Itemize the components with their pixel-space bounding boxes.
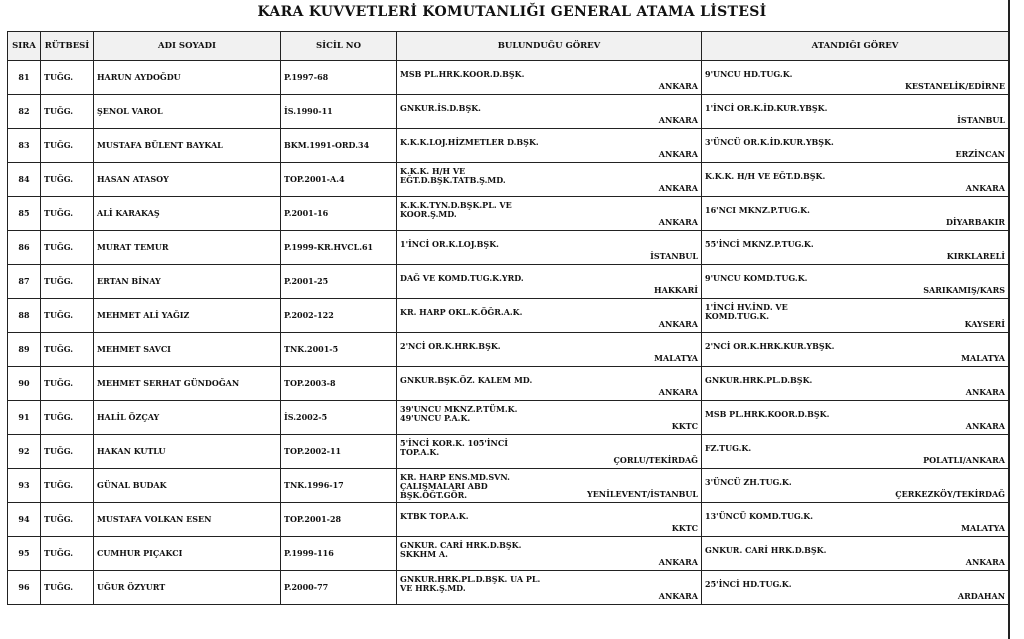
gorev-unit-line: GNKUR.İS.D.BŞK. bbox=[400, 103, 481, 113]
gorev-unit-line: 9'UNCU KOMD.TUG.K. bbox=[705, 273, 808, 283]
atandigi-gorev-cell bbox=[702, 129, 1009, 163]
sicil-no-cell: TNK.2001-5 bbox=[281, 333, 397, 367]
atandigi-gorev-cell bbox=[702, 469, 1009, 503]
atandigi-gorev-cell bbox=[702, 571, 1009, 605]
gorev-unit-line: KR. HARP OKL.K.ÖĞR.A.K. bbox=[400, 307, 523, 317]
ad-soyad-cell: GÜNAL BUDAK bbox=[94, 469, 281, 503]
bulundugu-gorev-cell bbox=[397, 469, 702, 503]
rutbe-cell: TUĞG. bbox=[41, 571, 94, 605]
sicil-no-cell: TNK.1996-17 bbox=[281, 469, 397, 503]
gorev-unit-line: GNKUR.HRK.PL.D.BŞK. UA PL. bbox=[400, 574, 541, 584]
bulundugu-gorev-cell bbox=[397, 61, 702, 95]
ad-soyad-cell: CUMHUR PIÇAKCI bbox=[94, 537, 281, 571]
atandigi-gorev-cell bbox=[702, 435, 1009, 469]
sira-cell: 93 bbox=[8, 469, 41, 503]
gorev-location: ARDAHAN bbox=[957, 591, 1005, 601]
gorev-unit-line: 55'İNCİ MKNZ.P.TUG.K. bbox=[705, 239, 814, 249]
gorev-location: ANKARA bbox=[658, 217, 698, 227]
ad-soyad-cell: UĞUR ÖZYURT bbox=[94, 571, 281, 605]
sira-cell: 91 bbox=[8, 401, 41, 435]
gorev-unit-line: K.K.K.TYN.D.BŞK.PL. VE bbox=[400, 200, 512, 210]
gorev-unit bbox=[400, 512, 697, 521]
ad-soyad-cell: MURAT TEMUR bbox=[94, 231, 281, 265]
sicil-no-cell: P.2000-77 bbox=[281, 571, 397, 605]
sicil-no-cell: P.1999-116 bbox=[281, 537, 397, 571]
atandigi-gorev-cell bbox=[702, 231, 1009, 265]
gorev-unit-line: BŞK.ÖĞT.GÖR. bbox=[400, 490, 468, 500]
sicil-no-cell: P.2001-16 bbox=[281, 197, 397, 231]
table-row bbox=[8, 265, 1009, 299]
sira-cell: 81 bbox=[8, 61, 41, 95]
header-atandigi-gorev: ATANDIĞI GÖREV bbox=[702, 32, 1009, 61]
rutbe-cell: TUĞG. bbox=[41, 163, 94, 197]
table-row bbox=[8, 95, 1009, 129]
gorev-unit bbox=[705, 512, 1004, 521]
gorev-unit bbox=[705, 444, 1004, 453]
gorev-unit-line: FZ.TUG.K. bbox=[705, 443, 752, 453]
gorev-location: KKTC bbox=[671, 523, 698, 533]
gorev-location: KIRKLARELİ bbox=[946, 251, 1005, 261]
gorev-unit bbox=[400, 405, 697, 423]
gorev-unit bbox=[400, 201, 697, 219]
gorev-location: ÇORLU/TEKİRDAĞ bbox=[613, 455, 698, 465]
page-edge-divider bbox=[1008, 0, 1010, 639]
gorev-unit bbox=[705, 303, 1004, 321]
gorev-location: ANKARA bbox=[965, 421, 1005, 431]
gorev-unit bbox=[400, 575, 697, 593]
gorev-unit-line: 2'NCİ OR.K.HRK.BŞK. bbox=[400, 341, 501, 351]
atandigi-gorev-cell bbox=[702, 537, 1009, 571]
rutbe-cell: TUĞG. bbox=[41, 61, 94, 95]
ad-soyad-cell: MEHMET SERHAT GÜNDOĞAN bbox=[94, 367, 281, 401]
ad-soyad-cell: MUSTAFA VOLKAN ESEN bbox=[94, 503, 281, 537]
gorev-unit bbox=[400, 274, 697, 283]
bulundugu-gorev-cell bbox=[397, 299, 702, 333]
gorev-location: ANKARA bbox=[965, 183, 1005, 193]
gorev-unit-line: K.K.K. H/H VE EĞT.D.BŞK. bbox=[705, 171, 826, 181]
sicil-no-cell: P.1997-68 bbox=[281, 61, 397, 95]
rutbe-cell: TUĞG. bbox=[41, 197, 94, 231]
sira-cell: 92 bbox=[8, 435, 41, 469]
table-row bbox=[8, 299, 1009, 333]
gorev-unit-line: 49'UNCU P.A.K. bbox=[400, 413, 471, 423]
rutbe-cell: TUĞG. bbox=[41, 503, 94, 537]
gorev-unit bbox=[705, 240, 1004, 249]
gorev-unit-line: ÇALIŞMALARI ABD bbox=[400, 481, 488, 491]
bulundugu-gorev-cell bbox=[397, 367, 702, 401]
bulundugu-gorev-cell bbox=[397, 571, 702, 605]
gorev-location: ANKARA bbox=[658, 81, 698, 91]
gorev-location: MALATYA bbox=[654, 353, 698, 363]
gorev-unit bbox=[400, 240, 697, 249]
bulundugu-gorev-cell bbox=[397, 231, 702, 265]
sira-cell: 94 bbox=[8, 503, 41, 537]
header-ad-soyad: ADI SOYADI bbox=[94, 32, 281, 61]
rutbe-cell: TUĞG. bbox=[41, 469, 94, 503]
ad-soyad-cell: ALİ KARAKAŞ bbox=[94, 197, 281, 231]
atandigi-gorev-cell bbox=[702, 197, 1009, 231]
gorev-unit-line: 3'ÜNCÜ OR.K.İD.KUR.YBŞK. bbox=[705, 137, 834, 147]
bulundugu-gorev-cell bbox=[397, 197, 702, 231]
sicil-no-cell: TOP.2001-28 bbox=[281, 503, 397, 537]
rutbe-cell: TUĞG. bbox=[41, 333, 94, 367]
gorev-unit-line: K.K.K. H/H VE bbox=[400, 166, 466, 176]
gorev-location: ANKARA bbox=[658, 387, 698, 397]
table-row bbox=[8, 197, 1009, 231]
sicil-no-cell: İS.1990-11 bbox=[281, 95, 397, 129]
gorev-location: DİYARBAKIR bbox=[945, 217, 1005, 227]
gorev-unit-line: 39'UNCU MKNZ.P.TÜM.K. bbox=[400, 404, 518, 414]
gorev-location: ANKARA bbox=[965, 387, 1005, 397]
rutbe-cell: TUĞG. bbox=[41, 367, 94, 401]
gorev-unit-line: KOOR.Ş.MD. bbox=[400, 209, 457, 219]
gorev-location: KAYSERİ bbox=[964, 319, 1005, 329]
gorev-unit-line: DAĞ VE KOMD.TUG.K.YRD. bbox=[400, 273, 524, 283]
gorev-unit-line: 1'İNCİ OR.K.LOJ.BŞK. bbox=[400, 239, 499, 249]
bulundugu-gorev-cell bbox=[397, 95, 702, 129]
gorev-unit bbox=[705, 580, 1004, 589]
sicil-no-cell: TOP.2001-A.4 bbox=[281, 163, 397, 197]
sira-cell: 90 bbox=[8, 367, 41, 401]
gorev-unit bbox=[400, 104, 697, 113]
table-row bbox=[8, 537, 1009, 571]
bulundugu-gorev-cell bbox=[397, 503, 702, 537]
gorev-unit bbox=[400, 541, 697, 559]
gorev-location: KESTANELİK/EDİRNE bbox=[904, 81, 1005, 91]
gorev-location: ERZİNCAN bbox=[955, 149, 1005, 159]
gorev-location: ANKARA bbox=[965, 557, 1005, 567]
table-row bbox=[8, 503, 1009, 537]
gorev-unit-line: K.K.K.LOJ.HİZMETLER D.BŞK. bbox=[400, 137, 539, 147]
sicil-no-cell: P.1999-KR.HVCL.61 bbox=[281, 231, 397, 265]
rutbe-cell: TUĞG. bbox=[41, 435, 94, 469]
table-header-row bbox=[8, 32, 1009, 61]
rutbe-cell: TUĞG. bbox=[41, 265, 94, 299]
ad-soyad-cell: MUSTAFA BÜLENT BAYKAL bbox=[94, 129, 281, 163]
gorev-unit bbox=[400, 376, 697, 385]
gorev-unit-line: 9'UNCU HD.TUG.K. bbox=[705, 69, 793, 79]
atandigi-gorev-cell bbox=[702, 401, 1009, 435]
sicil-no-cell: TOP.2003-8 bbox=[281, 367, 397, 401]
sira-cell: 85 bbox=[8, 197, 41, 231]
gorev-location: ÇERKEZKÖY/TEKİRDAĞ bbox=[895, 489, 1005, 499]
rutbe-cell: TUĞG. bbox=[41, 231, 94, 265]
sira-cell: 96 bbox=[8, 571, 41, 605]
gorev-unit-line: 5'İNCİ KOR.K. 105'İNCİ bbox=[400, 438, 508, 448]
sicil-no-cell: TOP.2002-11 bbox=[281, 435, 397, 469]
sira-cell: 82 bbox=[8, 95, 41, 129]
atandigi-gorev-cell bbox=[702, 163, 1009, 197]
gorev-location: YENİLEVENT/İSTANBUL bbox=[587, 489, 698, 499]
sicil-no-cell: P.2002-122 bbox=[281, 299, 397, 333]
gorev-location: ANKARA bbox=[658, 319, 698, 329]
rutbe-cell: TUĞG. bbox=[41, 129, 94, 163]
ad-soyad-cell: ERTAN BİNAY bbox=[94, 265, 281, 299]
bulundugu-gorev-cell bbox=[397, 265, 702, 299]
gorev-location: POLATLI/ANKARA bbox=[923, 455, 1005, 465]
bulundugu-gorev-cell bbox=[397, 537, 702, 571]
header-sira: SIRA bbox=[8, 32, 41, 61]
gorev-location: ANKARA bbox=[658, 557, 698, 567]
bulundugu-gorev-cell bbox=[397, 435, 702, 469]
atandigi-gorev-cell bbox=[702, 61, 1009, 95]
gorev-unit-line: 2'NCİ OR.K.HRK.KUR.YBŞK. bbox=[705, 341, 835, 351]
ad-soyad-cell: HARUN AYDOĞDU bbox=[94, 61, 281, 95]
gorev-unit bbox=[400, 70, 697, 79]
atandigi-gorev-cell bbox=[702, 265, 1009, 299]
gorev-location: ANKARA bbox=[658, 149, 698, 159]
gorev-unit bbox=[705, 206, 1004, 215]
gorev-unit-line: GNKUR. CARİ HRK.D.BŞK. bbox=[705, 545, 827, 555]
gorev-location: ANKARA bbox=[658, 183, 698, 193]
gorev-unit bbox=[705, 410, 1004, 419]
table-row bbox=[8, 401, 1009, 435]
header-rutbe: RÜTBESİ bbox=[41, 32, 94, 61]
table-row bbox=[8, 571, 1009, 605]
table-row bbox=[8, 333, 1009, 367]
gorev-location: MALATYA bbox=[961, 353, 1005, 363]
atandigi-gorev-cell bbox=[702, 367, 1009, 401]
sicil-no-cell: P.2001-25 bbox=[281, 265, 397, 299]
table-row bbox=[8, 163, 1009, 197]
gorev-unit-line: 1'İNCİ HV.İND. VE bbox=[705, 302, 788, 312]
gorev-unit-line: 1'İNCİ OR.K.İD.KUR.YBŞK. bbox=[705, 103, 828, 113]
gorev-unit-line: MSB PL.HRK.KOOR.D.BŞK. bbox=[705, 409, 830, 419]
ad-soyad-cell: HALİL ÖZÇAY bbox=[94, 401, 281, 435]
sicil-no-cell: İS.2002-5 bbox=[281, 401, 397, 435]
gorev-unit-line: KOMD.TUG.K. bbox=[705, 311, 769, 321]
sira-cell: 89 bbox=[8, 333, 41, 367]
gorev-unit bbox=[705, 376, 1004, 385]
gorev-location: İSTANBUL bbox=[650, 251, 698, 261]
gorev-unit-line: GNKUR.HRK.PL.D.BŞK. bbox=[705, 375, 813, 385]
ad-soyad-cell: HASAN ATASOY bbox=[94, 163, 281, 197]
appointment-table bbox=[7, 31, 1009, 605]
gorev-unit bbox=[400, 138, 697, 147]
ad-soyad-cell: HAKAN KUTLU bbox=[94, 435, 281, 469]
document-title: KARA KUVVETLERİ KOMUTANLIĞI GENERAL ATAMA LİSTESİ bbox=[257, 4, 767, 20]
ad-soyad-cell: MEHMET SAVCI bbox=[94, 333, 281, 367]
gorev-unit bbox=[705, 172, 1004, 181]
gorev-unit bbox=[705, 274, 1004, 283]
gorev-unit-line: GNKUR.BŞK.ÖZ. KALEM MD. bbox=[400, 375, 533, 385]
gorev-unit-line: KTBK TOP.A.K. bbox=[400, 511, 469, 521]
atandigi-gorev-cell bbox=[702, 333, 1009, 367]
atandigi-gorev-cell bbox=[702, 299, 1009, 333]
gorev-location: HAKKARİ bbox=[654, 285, 698, 295]
table-row bbox=[8, 231, 1009, 265]
sira-cell: 95 bbox=[8, 537, 41, 571]
sira-cell: 86 bbox=[8, 231, 41, 265]
gorev-unit bbox=[400, 342, 697, 351]
ad-soyad-cell: MEHMET ALİ YAĞIZ bbox=[94, 299, 281, 333]
gorev-unit-line: 16'NCI MKNZ.P.TUG.K. bbox=[705, 205, 810, 215]
gorev-location: İSTANBUL bbox=[957, 115, 1005, 125]
sira-cell: 84 bbox=[8, 163, 41, 197]
gorev-location: ANKARA bbox=[658, 115, 698, 125]
table-row bbox=[8, 129, 1009, 163]
bulundugu-gorev-cell bbox=[397, 401, 702, 435]
gorev-unit bbox=[705, 342, 1004, 351]
gorev-unit bbox=[705, 478, 1004, 487]
gorev-unit-line: SKKHM A. bbox=[400, 549, 448, 559]
gorev-unit-line: GNKUR. CARİ HRK.D.BŞK. bbox=[400, 540, 522, 550]
table-body bbox=[8, 61, 1009, 605]
rutbe-cell: TUĞG. bbox=[41, 401, 94, 435]
sira-cell: 88 bbox=[8, 299, 41, 333]
table-row bbox=[8, 469, 1009, 503]
gorev-location: ANKARA bbox=[658, 591, 698, 601]
gorev-unit-line: EĞT.D.BŞK.TATB.Ş.MD. bbox=[400, 175, 506, 185]
gorev-location: MALATYA bbox=[961, 523, 1005, 533]
gorev-unit-line: 13'ÜNCÜ KOMD.TUG.K. bbox=[705, 511, 813, 521]
gorev-unit-line: TOP.A.K. bbox=[400, 447, 440, 457]
gorev-unit bbox=[705, 104, 1004, 113]
gorev-unit bbox=[400, 308, 697, 317]
sira-cell: 87 bbox=[8, 265, 41, 299]
table-row bbox=[8, 435, 1009, 469]
rutbe-cell: TUĞG. bbox=[41, 95, 94, 129]
table-row bbox=[8, 367, 1009, 401]
bulundugu-gorev-cell bbox=[397, 129, 702, 163]
table-row bbox=[8, 61, 1009, 95]
gorev-location: KKTC bbox=[671, 421, 698, 431]
sicil-no-cell: BKM.1991-ORD.34 bbox=[281, 129, 397, 163]
bulundugu-gorev-cell bbox=[397, 333, 702, 367]
gorev-unit bbox=[705, 138, 1004, 147]
bulundugu-gorev-cell bbox=[397, 163, 702, 197]
gorev-unit bbox=[400, 167, 697, 185]
rutbe-cell: TUĞG. bbox=[41, 299, 94, 333]
header-bulundugu-gorev: BULUNDUĞU GÖREV bbox=[397, 32, 702, 61]
sira-cell: 83 bbox=[8, 129, 41, 163]
gorev-unit bbox=[705, 546, 1004, 555]
gorev-location: SARIKAMIŞ/KARS bbox=[923, 285, 1005, 295]
gorev-unit-line: KR. HARP ENS.MD.SVN. bbox=[400, 472, 510, 482]
gorev-unit-line: MSB PL.HRK.KOOR.D.BŞK. bbox=[400, 69, 525, 79]
ad-soyad-cell: ŞENOL VAROL bbox=[94, 95, 281, 129]
atandigi-gorev-cell bbox=[702, 503, 1009, 537]
gorev-unit-line: VE HRK.Ş.MD. bbox=[400, 583, 466, 593]
rutbe-cell: TUĞG. bbox=[41, 537, 94, 571]
gorev-unit-line: 3'ÜNCÜ ZH.TUG.K. bbox=[705, 477, 792, 487]
gorev-unit-line: 25'İNCİ HD.TUG.K. bbox=[705, 579, 792, 589]
atandigi-gorev-cell bbox=[702, 95, 1009, 129]
gorev-unit bbox=[705, 70, 1004, 79]
header-sicil-no: SİCİL NO bbox=[281, 32, 397, 61]
